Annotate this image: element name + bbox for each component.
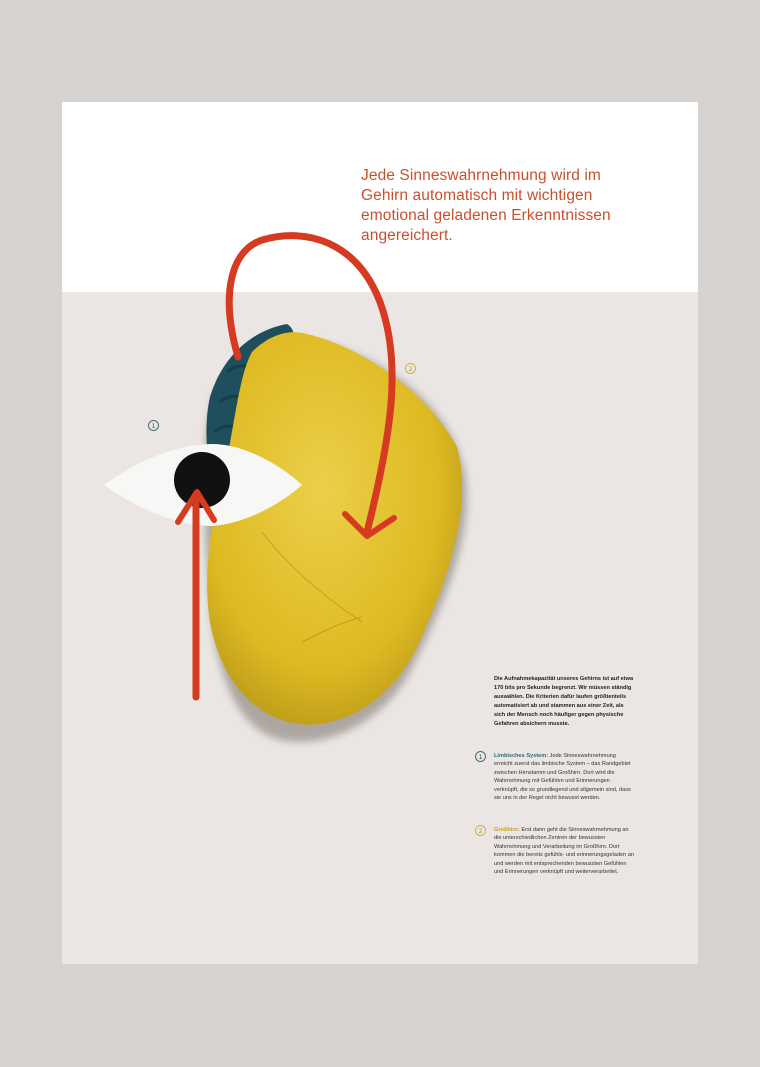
note-2-term: Großhirn: [494,827,520,833]
marker-2: 2 [405,363,416,374]
intro-text: Die Aufnahmekapazität unseres Gehirns ist auf etwa 170 bits pro Sekunde begrenzt. Wir müssen ständig auswählen. Die Kriterien dafür laufen größtenteils automatisiert ab und stammen aus einer Zeit, als sich der Mensch noch häufiger gegen physische Gefahren absichern musste. [494,676,634,727]
note-2-text: Erst dann geht die Sinneswahrnehmung an die unterschiedlichen Zentren der bewussten Wahrnehmung und Verarbeitung im Großhirn. Dort kommen die bereits gefühls- und erinnerungsgeladen an und werden mit entsprechenden bewussten Gefühlen und Erinnerungen verknüpft und weiterverarbeitet. [494,827,634,876]
brain-shape [207,332,462,725]
headline: Jede Sinneswahrnehmung wird im Gehirn automatisch mit wichtigen emotional geladenen Erkenntnissen angereichert. [361,167,611,244]
marker-1: 1 [148,420,159,431]
note-2-badge: 2 [475,825,486,836]
note-2 [494,826,634,876]
note-1-text: Jede Sinneswahrnehmung erreicht zuerst das limbische System – das Randgebiet zwischen Hirnstamm und Großhirn. Dort wird die Wahrnehmung mit Gefühlen und Erinnerungen verknüpft, die so grundlegend und allgemein sind, dass sie uns in der Regel nicht bewusst werden. [494,753,631,802]
poster-sheet [62,102,698,964]
note-1-term: Limbisches System: [494,753,549,759]
note-1-badge: 1 [475,751,486,762]
note-1 [494,752,634,802]
